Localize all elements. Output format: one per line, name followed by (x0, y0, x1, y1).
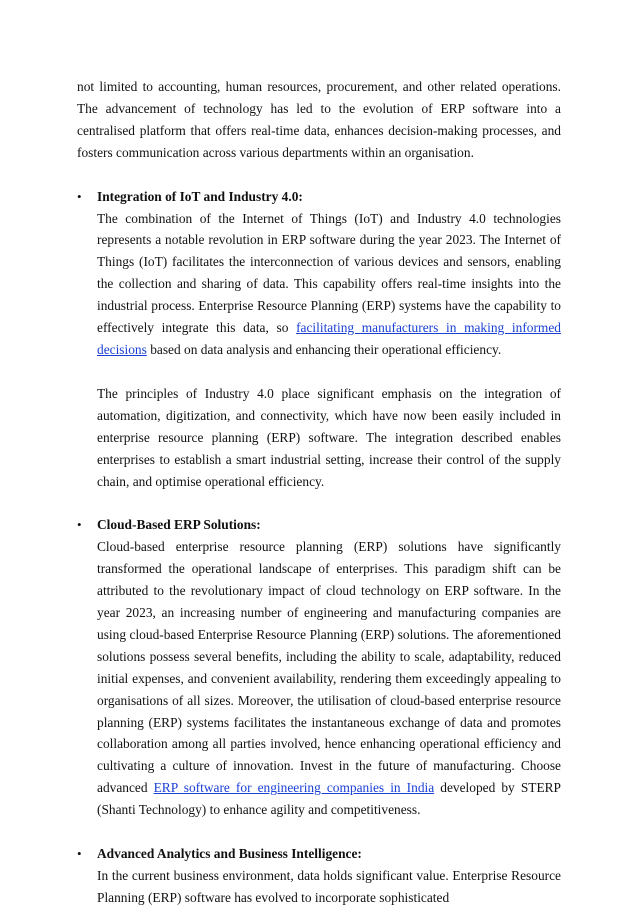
section-paragraph: Cloud-based enterprise resource planning (ERP) solutions have significantly transformed the operational landscape of enterprises. This paradigm shift can be attributed to the revolutionary impact of cloud technology on ERP software. In the year 2023, an increasing number of engineering and manufacturing companies are using cloud-based Enterprise Resource Planning (ERP) solutions. The aforementioned solutions possess several benefits, including the ability to scale, adaptability, reduced initial expenses, and convenient availability, rendering them exceedingly appealing to organisations of all sizes. Moreover, the utilisation of cloud-based enterprise resource planning (ERP) systems facilitates the instantaneous exchange of data and promotes collaboration among all parties involved, hence enhancing operational efficiency and cultivating a culture of innovation. Invest in the future of manufacturing. Choose advanced ERP software for engineering companies in India developed by STERP (Shanti Technology) to enhance agility and competitiveness. (97, 539, 562, 818)
bullet-icon: • (77, 188, 82, 204)
section-iot-industry (77, 186, 561, 493)
bullet-icon: • (77, 517, 82, 533)
facilitating-manufacturers-link[interactable]: facilitating manufacturers in making informed decisions (97, 320, 561, 357)
section-heading: Cloud-Based ERP Solutions: (97, 517, 261, 533)
section-paragraph-2: The principles of Industry 4.0 place significant emphasis on the integration of automation, digitization, and connectivity, which have now been easily included in enterprise resource planning (ERP) software. The integration described enables enterprises to establish a smart industrial setting, increase their control of the supply chain, and optimise operational efficiency. (97, 385, 561, 489)
section-paragraph: The combination of the Internet of Things (IoT) and Industry 4.0 technologies represents a notable revolution in ERP software during the year 2023. The Internet of Things (IoT) facilitates the interconnection of various devices and sensors, enabling the collection and sharing of data. This capability offers real-time insights into the industrial process. Enterprise Resource Planning (ERP) systems have the capability to effectively integrate this data, so facilitating manufacturers in making informed decisions based on data analysis and enhancing their operational efficiency. (97, 210, 561, 357)
section-heading: Advanced Analytics and Business Intelligence: (97, 846, 362, 862)
intro-paragraph: not limited to accounting, human resources, procurement, and other related operations. The advancement of technology has led to the evolution of ERP software into a centralised platform that offers real-time data, enhances decision-making processes, and fosters communication across various departments within an organisation. (77, 79, 561, 160)
erp-software-link[interactable]: ERP software for engineering companies in India (153, 780, 435, 796)
bullet-list (77, 186, 561, 909)
section-analytics-bi (77, 843, 561, 909)
bullet-icon: • (77, 846, 82, 862)
section-heading: Integration of IoT and Industry 4.0: (97, 188, 303, 204)
section-cloud-erp (77, 514, 561, 821)
section-paragraph: In the current business environment, data holds significant value. Enterprise Resource Planning (ERP) software has evolved to incorporate sophisticated (97, 868, 561, 905)
